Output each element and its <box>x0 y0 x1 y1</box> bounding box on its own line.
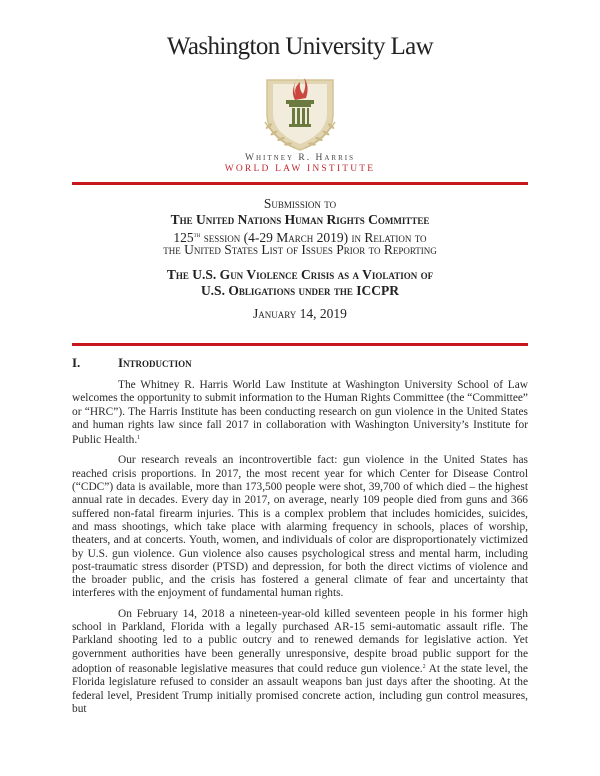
report-title-line1: The U.S. Gun Violence Crisis as a Violation of <box>166 267 434 282</box>
session-details: session (4-29 March 2019) in Relation to <box>200 230 427 245</box>
paragraph-2 <box>72 454 528 600</box>
paragraph-3 <box>72 608 528 716</box>
paragraph-1 <box>72 379 528 447</box>
institute-name-line2: WORLD LAW INSTITUTE <box>224 164 376 174</box>
paragraph-text: On February 14, 2018 a nineteen-year-old killed seventeen people in his former high school in Parkland, Florida with a legally purchased AR-15 semi-automatic assault rifle. The Parkland shooting led to a public outcry and to renewed demands for legislative action. Yet government authorities have been generally unresponsive, despite broad public support for the adoption of reasonable legislative measures that could reduce gun violence. <box>72 607 528 675</box>
paragraph-text: Our research reveals an incontrovertible fact: gun violence in the United States has reached crisis proportions. In 2017, the most recent year for which Center for Disease Control (“CDC”) data is available, more than 173,500 people were shot, 39,700 of which died – the highest annual rate in decades. Every day in 2017, on average, nearly 109 people died from guns and 366 suffered non-fatal firearm injuries. This is a complex problem that includes homicides, suicides, and mass shootings, which take place with alarming frequency in schools, places of worship, theaters, and at concerts. Youth, women, and individuals of color are disproportionately victimized by U.S. gun violence. Gun violence also causes psychological stress and mental harm, including post-traumatic stress disorder (PTSD) and depression, for both the direct victims of violence and the broader public, and the crisis has fostered a general climate of fear and uncertainty that interferes with the enjoyment of fundamental human rights. <box>72 454 528 600</box>
paragraph-text: The Whitney R. Harris World Law Institute at Washington University School of Law welcomes the opportunity to submit information to the Human Rights Committee (the “Committee” or “HRC”). The Harris Institute has been conducting research on gun violence in the United States and human rights law since fall 2017 in collaboration with Washington University’s Institute for Public Health. <box>72 379 528 447</box>
institute-name-line1: Whitney R. Harris <box>245 153 355 163</box>
list-of-issues-line: the United States List of Issues Prior to Reporting <box>163 242 437 257</box>
section-title: Introduction <box>118 355 192 370</box>
footnote-ref-1[interactable]: 1 <box>137 435 141 442</box>
paragraph-text-continued: At the state level, the Florida legislature refused to consider an assault weapons ban just days after the shooting. At the federal level, President Trump initially promised concrete action, including gun control measures, but <box>72 662 528 715</box>
title-divider <box>72 343 528 346</box>
section-number: I. <box>72 355 81 370</box>
session-ordinal: 125 <box>173 230 194 245</box>
session-ordinal-suffix: th <box>193 231 201 239</box>
footnote-ref-2[interactable]: 2 <box>422 663 426 670</box>
header-divider <box>72 182 528 185</box>
report-date: January 14, 2019 <box>253 306 347 321</box>
torch-crest-logo-icon <box>255 66 345 154</box>
section-heading-introduction <box>72 355 192 371</box>
report-title-line2: U.S. Obligations under the ICCPR <box>200 283 400 298</box>
university-wordmark: Washington University Law <box>166 33 434 60</box>
submission-to-line: Submission to <box>263 196 337 211</box>
committee-line: The United Nations Human Rights Committee <box>170 212 430 227</box>
body-text <box>72 379 528 723</box>
